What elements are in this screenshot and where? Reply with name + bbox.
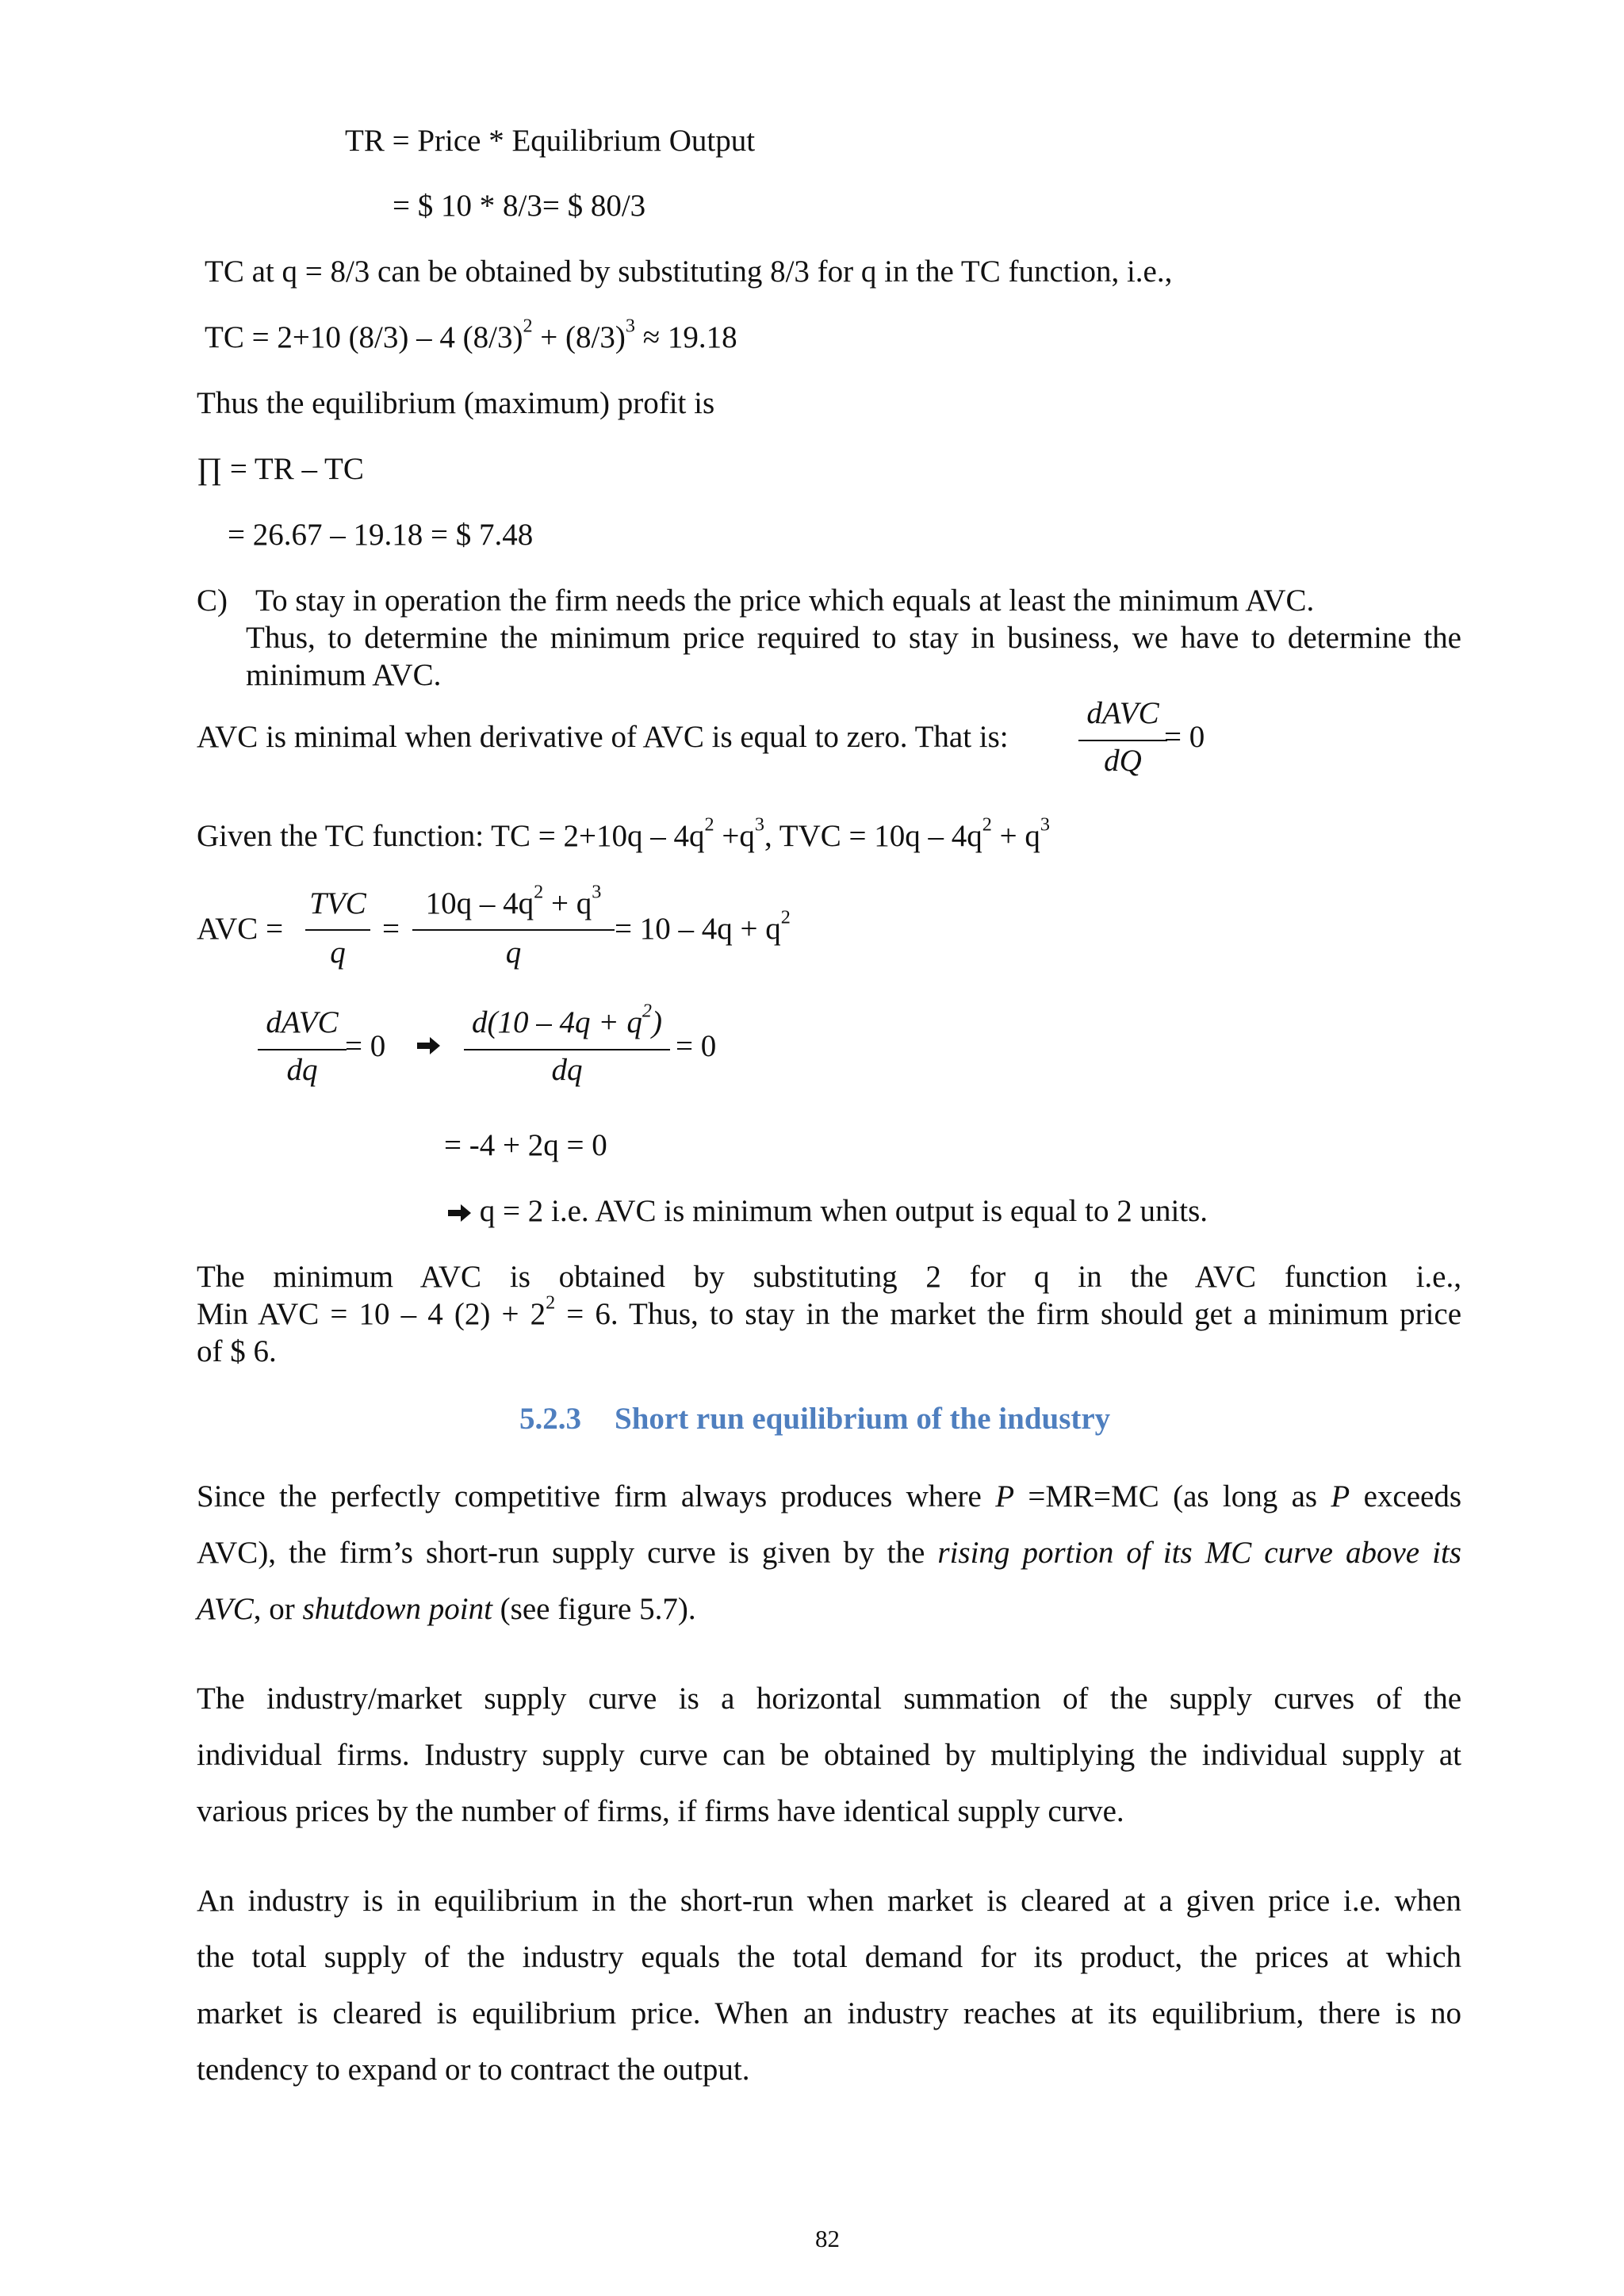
profit-value: = 26.67 – 19.18 = $ 7.48	[228, 518, 534, 552]
avc-equals: =	[382, 912, 400, 946]
para1-line-3: AVC, or shutdown point (see figure 5.7).	[197, 1592, 696, 1626]
para2-line-3: various prices by the number of firms, if firms have identical supply curve.	[197, 1794, 1124, 1828]
derivative-result: q = 2 i.e. AVC is minimum when output is equal to 2 units.	[448, 1194, 1208, 1230]
tr-equation: TR = Price * Equilibrium Output	[345, 124, 756, 158]
section-number: 5.2.3	[519, 1402, 581, 1436]
profit-equation: ∏ = TR – TC	[197, 452, 364, 486]
derivative-step: = -4 + 2q = 0	[444, 1128, 607, 1162]
part-c-line-1: To stay in operation the firm needs the price which equals at least the minimum AVC.	[255, 584, 1315, 618]
avc-rhs: = $10 - 4q + q^2$	[615, 906, 791, 946]
para2-line-2: individual firms. Industry supply curve can be obtained by multiplying the individual supply at	[197, 1738, 1461, 1772]
tc-calculation: TC = 2+10 (8/3) – 4 $(8/3)^2 + (8/3)^3 \approx 19.18$	[205, 315, 737, 354]
davc-dq-fraction: dAVC dQ	[1078, 696, 1167, 783]
deriv-equals-zero-2: = 0	[676, 1029, 717, 1063]
page-number: 82	[815, 2225, 840, 2252]
deriv-equals-zero: = 0	[345, 1029, 386, 1063]
para1-line-1: Since the perfectly competitive firm always produces where P =MR=MC (as long as P exceeds	[197, 1479, 1461, 1513]
part-c-line-3: minimum AVC.	[246, 658, 442, 692]
tr-value: = $ 10 * 8/3= $ 80/3	[393, 189, 646, 223]
part-c-label: C)	[197, 584, 228, 618]
min-avc-line-3: of $ 6.	[197, 1334, 277, 1368]
implies-arrow-icon	[417, 1036, 441, 1055]
para3-line-4: tendency to expand or to contract the output.	[197, 2053, 750, 2087]
para3-line-1: An industry is in equilibrium in the short-run when market is cleared at a given price i.e. when	[197, 1884, 1461, 1918]
part-c-line-2: Thus, to determine the minimum price required to stay in business, we have to determine the	[246, 621, 1461, 655]
para2-line-1: The industry/market supply curve is a horizontal summation of the supply curves of the	[197, 1682, 1461, 1716]
davc-dq-fraction-2: dAVC dq	[258, 1005, 347, 1094]
avc-lhs: AVC =	[197, 912, 284, 946]
min-avc-line-1: The minimum AVC is obtained by substituting 2 for q in the AVC function i.e.,	[197, 1260, 1461, 1294]
derivative-expression-fraction: $d(10 - 4q + q^2)$ dq	[464, 1005, 670, 1094]
tc-intro: TC at q = 8/3 can be obtained by substituting 8/3 for q in the TC function, i.e.,	[205, 254, 1173, 289]
profit-intro: Thus the equilibrium (maximum) profit is	[197, 386, 715, 420]
section-heading	[519, 1402, 1110, 1437]
para3-line-2: the total supply of the industry equals the total demand for its product, the prices at which	[197, 1940, 1461, 1974]
min-avc-line-2: Min AVC = 10 – 4 $(2) + 2^2 = 6$. Thus, to stay in the market the firm should get a minimum price	[197, 1292, 1462, 1331]
para1-line-2: AVC), the firm’s short-run supply curve is given by the rising portion of its MC curve above its	[197, 1536, 1461, 1570]
avc-min-text: AVC is minimal when derivative of AVC is equal to zero. That is:	[197, 720, 1009, 754]
implies-arrow-icon	[448, 1203, 472, 1223]
avc-min-rhs: = 0	[1164, 720, 1205, 754]
tvc-expression-fraction: $10q - 4q^2 + q^3$ q	[412, 886, 615, 975]
tc-function: Given the TC function: TC = $2+10q - 4q^2 +q^3$, TVC = $10q - 4q^2 + q^3$	[197, 813, 1050, 853]
tvc-q-fraction: TVC q	[305, 886, 370, 975]
section-title: Short run equilibrium of the industry	[615, 1402, 1111, 1436]
para3-line-3: market is cleared is equilibrium price. When an industry reaches at its equilibrium, there is no	[197, 1996, 1461, 2030]
